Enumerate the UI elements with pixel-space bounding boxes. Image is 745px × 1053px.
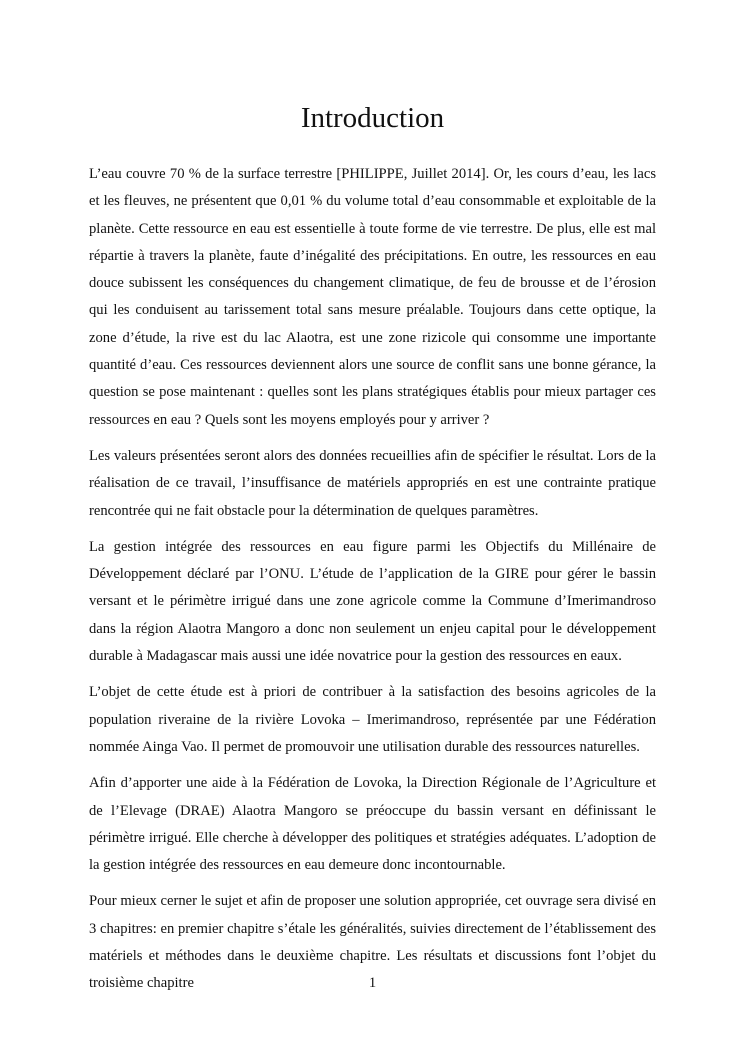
body-text [89, 161, 656, 1007]
paragraph-outline: Pour mieux cerner le sujet et afin de proposer une solution appropriée, cet ouvrage sera divisé en 3 chapitres: en premier chapitre s’étale les généralités, suivies directement de l’établissement des matériels et méthodes dans le deuxième chapitre. Les résultats et discussions font l’objet du troisième chapitre [89, 893, 656, 992]
paragraph-data-limits: Les valeurs présentées seront alors des données recueillies afin de spécifier le résultat. Lors de la réalisation de ce travail, l’insuffisance de matériels appropriés en est une contrainte pratique rencontrée qui ne fait obstacle pour la détermination de quelques paramètres. [89, 447, 656, 519]
paragraph-gire: La gestion intégrée des ressources en eau figure parmi les Objectifs du Millénaire de Développement déclaré par l’ONU. L’étude de l’application de la GIRE pour gérer le bassin versant et le périmètre irrigué dans une zone agricole comme la Commune d’Imerimandroso dans la région Alaotra Mangoro a donc non seulement un enjeu capital pour le développement durable à Madagascar mais aussi une idée novatrice pour la gestion des ressources en eaux. [89, 538, 656, 665]
page-number: 1 [368, 975, 377, 991]
paragraph-context: L’eau couvre 70 % de la surface terrestre [PHILIPPE, Juillet 2014]. Or, les cours d’eau, les lacs et les fleuves, ne présentent que 0,01 % du volume total d’eau consommable et exploitable de la planète. Cette ressource en eau est essentielle à toute forme de vie terrestre. De plus, elle est mal répartie à travers la planète, faute d’inégalité des précipitations. En outre, les ressources en eau douce subissent les conséquences du changement climatique, de feu de brousse et de l’érosion qui les conduisent au tarissement total sans mesure préalable. Toujours dans cette optique, la zone d’étude, la rive est du lac Alaotra, est une zone rizicole qui consomme une importante quantité d’eau. Ces ressources deviennent alors une source de conflit sans une bonne gérance, la question se pose maintenant : quelles sont les plans stratégiques établis pour mieux partager ces ressources en eau ? Quels sont les moyens employés pour y arriver ? [89, 166, 656, 428]
paragraph-objective: L’objet de cette étude est à priori de contribuer à la satisfaction des besoins agricoles de la population riveraine de la rivière Lovoka – Imerimandroso, représentée par une Fédération nommée Ainga Vao. Il permet de promouvoir une utilisation durable des ressources naturelles. [89, 684, 656, 755]
paragraph-drae: Afin d’apporter une aide à la Fédération de Lovoka, la Direction Régionale de l’Agriculture et de l’Elevage (DRAE) Alaotra Mangoro se préoccupe du bassin versant en définissant le périmètre irrigué. Elle cherche à développer des politiques et stratégies adéquates. L’adoption de la gestion intégrée des ressources en eau demeure donc incontournable. [89, 775, 656, 874]
page-title: Introduction [300, 102, 445, 134]
